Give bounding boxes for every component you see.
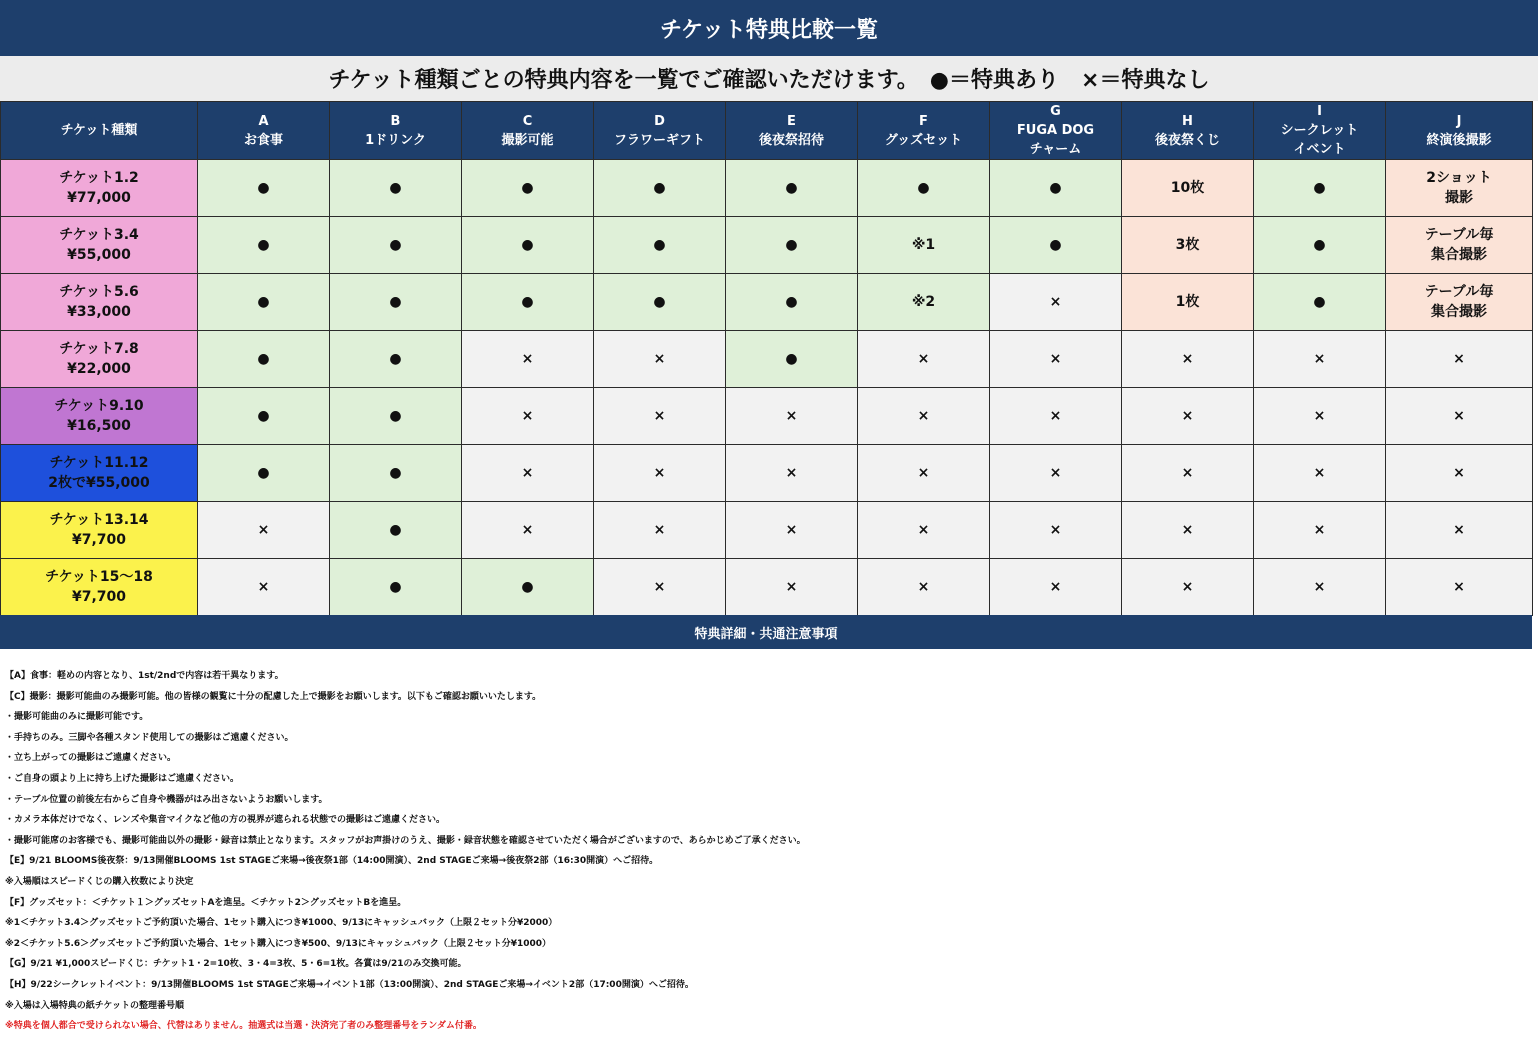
column-name: フラワーギフト xyxy=(613,132,705,148)
benefit-cell: × xyxy=(1122,388,1254,445)
benefit-cell: ● xyxy=(726,274,858,331)
benefit-cell: × xyxy=(198,559,330,616)
note-line: ※1＜チケット3.4＞グッズセットご予約頂いた場合、1セット購入につき¥1000、9/13にキャッシュバック（上限２セット分¥2000） xyxy=(5,918,558,929)
benefit-cell: × xyxy=(1254,445,1386,502)
ticket-label xyxy=(1,217,198,274)
table-row xyxy=(1,331,1533,388)
page-title: チケット特典比較一覧 xyxy=(0,0,1538,56)
ticket-label xyxy=(1,274,198,331)
benefit-cell: × xyxy=(990,331,1122,388)
benefit-cell: ※1 xyxy=(858,217,990,274)
note-line: 【H】9/22シークレットイベント：9/13開催BLOOMS 1st STAGEご来場→イベント1部（13:00開演）、2nd STAGEご来場→イベント2部（17:00開演）へご招待。 xyxy=(5,979,694,990)
column-letter: I xyxy=(1317,104,1322,119)
column-header-g xyxy=(990,102,1122,160)
column-header-c xyxy=(462,102,594,160)
ticket-name: チケット13.14 xyxy=(49,512,149,528)
benefit-cell: ● xyxy=(1254,217,1386,274)
note-line: ※入場は入場特典の紙チケットの整理番号順 xyxy=(5,1000,184,1011)
benefit-cell: × xyxy=(726,559,858,616)
column-name: グッズセット xyxy=(884,132,963,148)
column-name: FUGA DOG チャーム xyxy=(1016,123,1095,157)
benefit-cell: ● xyxy=(990,217,1122,274)
benefit-cell: ● xyxy=(198,217,330,274)
benefit-cell: × xyxy=(1254,388,1386,445)
column-letter: B xyxy=(390,113,401,129)
column-letter: A xyxy=(258,113,269,129)
note-line: ・カメラ本体だけでなく、レンズや集音マイクなど他の方の視界が遮られる状態での撮影はご遠慮ください。 xyxy=(5,815,445,826)
benefit-cell: × xyxy=(990,274,1122,331)
benefit-cell: × xyxy=(858,445,990,502)
column-letter: E xyxy=(787,113,796,129)
ticket-price: ¥22,000 xyxy=(67,361,131,377)
ticket-label xyxy=(1,160,198,217)
column-name: シークレット イベント xyxy=(1280,123,1359,157)
ticket-price: ¥16,500 xyxy=(67,418,131,434)
ticket-label xyxy=(1,559,198,616)
benefit-cell: ● xyxy=(594,274,726,331)
note-line: 【G】9/21 ¥1,000スピードくじ：チケット1・2=10枚、3・4=3枚、5・6=1枚。各賞は9/21のみ交換可能。 xyxy=(5,959,467,970)
benefit-cell: × xyxy=(462,331,594,388)
ticket-label xyxy=(1,445,198,502)
benefit-cell: ● xyxy=(330,160,462,217)
benefit-cell: × xyxy=(990,445,1122,502)
note-line: ・撮影可能曲のみに撮影可能です。 xyxy=(5,712,149,723)
note-line: ※特典を個人都合で受けられない場合、代替はありません。抽選式は当選・決済完了者のみ整理番号をランダム付番。 xyxy=(5,1021,482,1032)
benefit-cell: ● xyxy=(198,445,330,502)
benefit-cell: × xyxy=(1254,502,1386,559)
benefit-cell: ● xyxy=(462,274,594,331)
benefit-cell: ● xyxy=(330,388,462,445)
benefit-cell: テーブル毎 集合撮影 xyxy=(1386,217,1533,274)
column-header-i xyxy=(1254,102,1386,160)
note-line: 【E】9/21 BLOOMS後夜祭：9/13開催BLOOMS 1st STAGEご来場→後夜祭1部（14:00開演）、2nd STAGEご来場→後夜祭2部（16:30開演）へご招待。 xyxy=(5,856,659,867)
column-header-h xyxy=(1122,102,1254,160)
benefit-cell: × xyxy=(990,388,1122,445)
note-line: ・ご自身の頭より上に持ち上げた撮影はご遠慮ください。 xyxy=(5,773,240,784)
column-name: 後夜祭招待 xyxy=(758,132,824,148)
benefit-cell: × xyxy=(462,388,594,445)
ticket-label xyxy=(1,502,198,559)
page-subtitle: チケット種類ごとの特典内容を一覧でご確認いただけます。 ●＝特典あり ×＝特典なし xyxy=(0,56,1538,101)
benefit-cell: × xyxy=(1254,559,1386,616)
benefit-cell: × xyxy=(990,559,1122,616)
benefit-cell: ● xyxy=(594,217,726,274)
table-row xyxy=(1,559,1533,616)
benefit-cell: × xyxy=(726,445,858,502)
note-line: ※入場順はスピードくじの購入枚数により決定 xyxy=(5,876,194,887)
table-header-row xyxy=(1,102,1533,160)
column-header-a xyxy=(198,102,330,160)
benefit-cell: ● xyxy=(858,160,990,217)
benefit-cell: × xyxy=(990,502,1122,559)
ticket-price: ¥33,000 xyxy=(67,304,131,320)
benefit-cell: ● xyxy=(330,445,462,502)
details-title: 特典詳細・共通注意事項 xyxy=(0,615,1532,649)
benefit-cell: ● xyxy=(330,502,462,559)
benefit-cell: × xyxy=(1122,559,1254,616)
benefit-cell: × xyxy=(594,502,726,559)
column-name: 終演後撮影 xyxy=(1426,132,1492,148)
ticket-price: ¥7,700 xyxy=(71,532,127,548)
benefit-cell: ● xyxy=(990,160,1122,217)
note-line: ・テーブル位置の前後左右からご自身や機器がはみ出さないようお願いします。 xyxy=(5,794,328,805)
column-header-e xyxy=(726,102,858,160)
ticket-label xyxy=(1,331,198,388)
benefit-comparison-table xyxy=(0,101,1533,616)
note-line: ・立ち上がっての撮影はご遠慮ください。 xyxy=(5,753,177,764)
ticket-name: チケット9.10 xyxy=(54,398,144,414)
benefit-cell: × xyxy=(726,388,858,445)
benefit-cell: × xyxy=(1386,445,1533,502)
benefit-cell: 3枚 xyxy=(1122,217,1254,274)
column-name: 撮影可能 xyxy=(501,132,554,148)
benefit-cell: × xyxy=(858,502,990,559)
benefit-cell: × xyxy=(462,445,594,502)
benefit-cell: × xyxy=(198,502,330,559)
notes-section xyxy=(5,666,1533,1037)
benefit-cell: ● xyxy=(198,388,330,445)
benefit-cell: × xyxy=(1122,502,1254,559)
table-row xyxy=(1,445,1533,502)
benefit-cell: ※2 xyxy=(858,274,990,331)
note-line: ・撮影可能席のお客様でも、撮影可能曲以外の撮影・録音は禁止となります。スタッフがお声掛けのうえ、撮影・録音状態を確認させていただく場合がございますので、あらかじめご了承ください。 xyxy=(5,835,806,846)
benefit-cell: ● xyxy=(330,274,462,331)
column-header-j xyxy=(1386,102,1533,160)
benefit-cell: 10枚 xyxy=(1122,160,1254,217)
benefit-cell: × xyxy=(462,502,594,559)
ticket-name: チケット11.12 xyxy=(49,455,149,471)
column-letter: F xyxy=(919,113,928,129)
benefit-cell: 2ショット 撮影 xyxy=(1386,160,1533,217)
benefit-cell: 1枚 xyxy=(1122,274,1254,331)
ticket-name: チケット1.2 xyxy=(59,170,139,186)
table-row xyxy=(1,217,1533,274)
benefit-cell: ● xyxy=(594,160,726,217)
benefit-cell: × xyxy=(858,559,990,616)
ticket-price: ¥55,000 xyxy=(67,247,131,263)
column-header-b xyxy=(330,102,462,160)
benefit-cell: ● xyxy=(198,331,330,388)
column-name: 1ドリンク xyxy=(365,132,426,148)
benefit-cell: × xyxy=(594,445,726,502)
benefit-cell: ● xyxy=(198,274,330,331)
ticket-label xyxy=(1,388,198,445)
ticket-name: チケット3.4 xyxy=(59,227,139,243)
benefit-cell: ● xyxy=(462,559,594,616)
table-row xyxy=(1,502,1533,559)
benefit-cell: × xyxy=(594,331,726,388)
benefit-cell: × xyxy=(594,559,726,616)
column-header-d xyxy=(594,102,726,160)
benefit-cell: × xyxy=(1122,331,1254,388)
benefit-cell: ● xyxy=(462,217,594,274)
benefit-cell: ● xyxy=(726,217,858,274)
ticket-name: チケット15〜18 xyxy=(45,569,153,585)
note-line: ※2＜チケット5.6＞グッズセットご予約頂いた場合、1セット購入につき¥500、9/13にキャッシュバック（上限２セット分¥1000） xyxy=(5,938,552,949)
column-letter: J xyxy=(1456,113,1462,129)
ticket-name: チケット7.8 xyxy=(59,341,139,357)
column-name: お食事 xyxy=(243,132,283,148)
column-header-f xyxy=(858,102,990,160)
table-row xyxy=(1,160,1533,217)
ticket-price: 2枚で¥55,000 xyxy=(48,475,150,491)
benefit-cell: ● xyxy=(1254,274,1386,331)
benefit-cell: × xyxy=(1386,331,1533,388)
benefit-cell: ● xyxy=(462,160,594,217)
note-line: 【A】食事：軽めの内容となり、1st/2ndで内容は若干異なります。 xyxy=(5,671,284,681)
benefit-cell: × xyxy=(1386,388,1533,445)
benefit-cell: ● xyxy=(726,331,858,388)
benefit-cell: ● xyxy=(1254,160,1386,217)
note-line: ・手持ちのみ。三脚や各種スタンド使用しての撮影はご遠慮ください。 xyxy=(5,732,294,743)
table-body xyxy=(1,160,1533,616)
column-letter: C xyxy=(522,113,533,129)
benefit-cell: × xyxy=(858,331,990,388)
table-row xyxy=(1,388,1533,445)
benefit-cell: × xyxy=(1386,502,1533,559)
benefit-cell: ● xyxy=(330,331,462,388)
ticket-price: ¥7,700 xyxy=(71,589,127,605)
benefit-cell: × xyxy=(1386,559,1533,616)
benefit-cell: × xyxy=(858,388,990,445)
column-letter: H xyxy=(1182,113,1193,129)
corner-label: チケット種類 xyxy=(1,102,198,160)
table-row xyxy=(1,274,1533,331)
note-line: 【F】グッズセット：＜チケット１＞グッズセットAを進呈。＜チケット2＞グッズセットBを進呈。 xyxy=(5,897,407,908)
benefit-cell: × xyxy=(726,502,858,559)
benefit-cell: テーブル毎 集合撮影 xyxy=(1386,274,1533,331)
benefit-cell: × xyxy=(594,388,726,445)
column-name: 後夜祭くじ xyxy=(1154,132,1220,148)
column-letter: G xyxy=(1050,104,1061,119)
benefit-cell: ● xyxy=(198,160,330,217)
ticket-price: ¥77,000 xyxy=(67,190,131,206)
ticket-name: チケット5.6 xyxy=(59,284,139,300)
note-line: 【C】撮影：撮影可能曲のみ撮影可能。他の皆様の観覧に十分の配慮した上で撮影をお願いします。以下もご確認お願いいたします。 xyxy=(5,691,542,702)
column-letter: D xyxy=(654,113,665,129)
benefit-cell: ● xyxy=(330,217,462,274)
benefit-cell: ● xyxy=(330,559,462,616)
benefit-cell: × xyxy=(1122,445,1254,502)
benefit-cell: × xyxy=(1254,331,1386,388)
benefit-cell: ● xyxy=(726,160,858,217)
